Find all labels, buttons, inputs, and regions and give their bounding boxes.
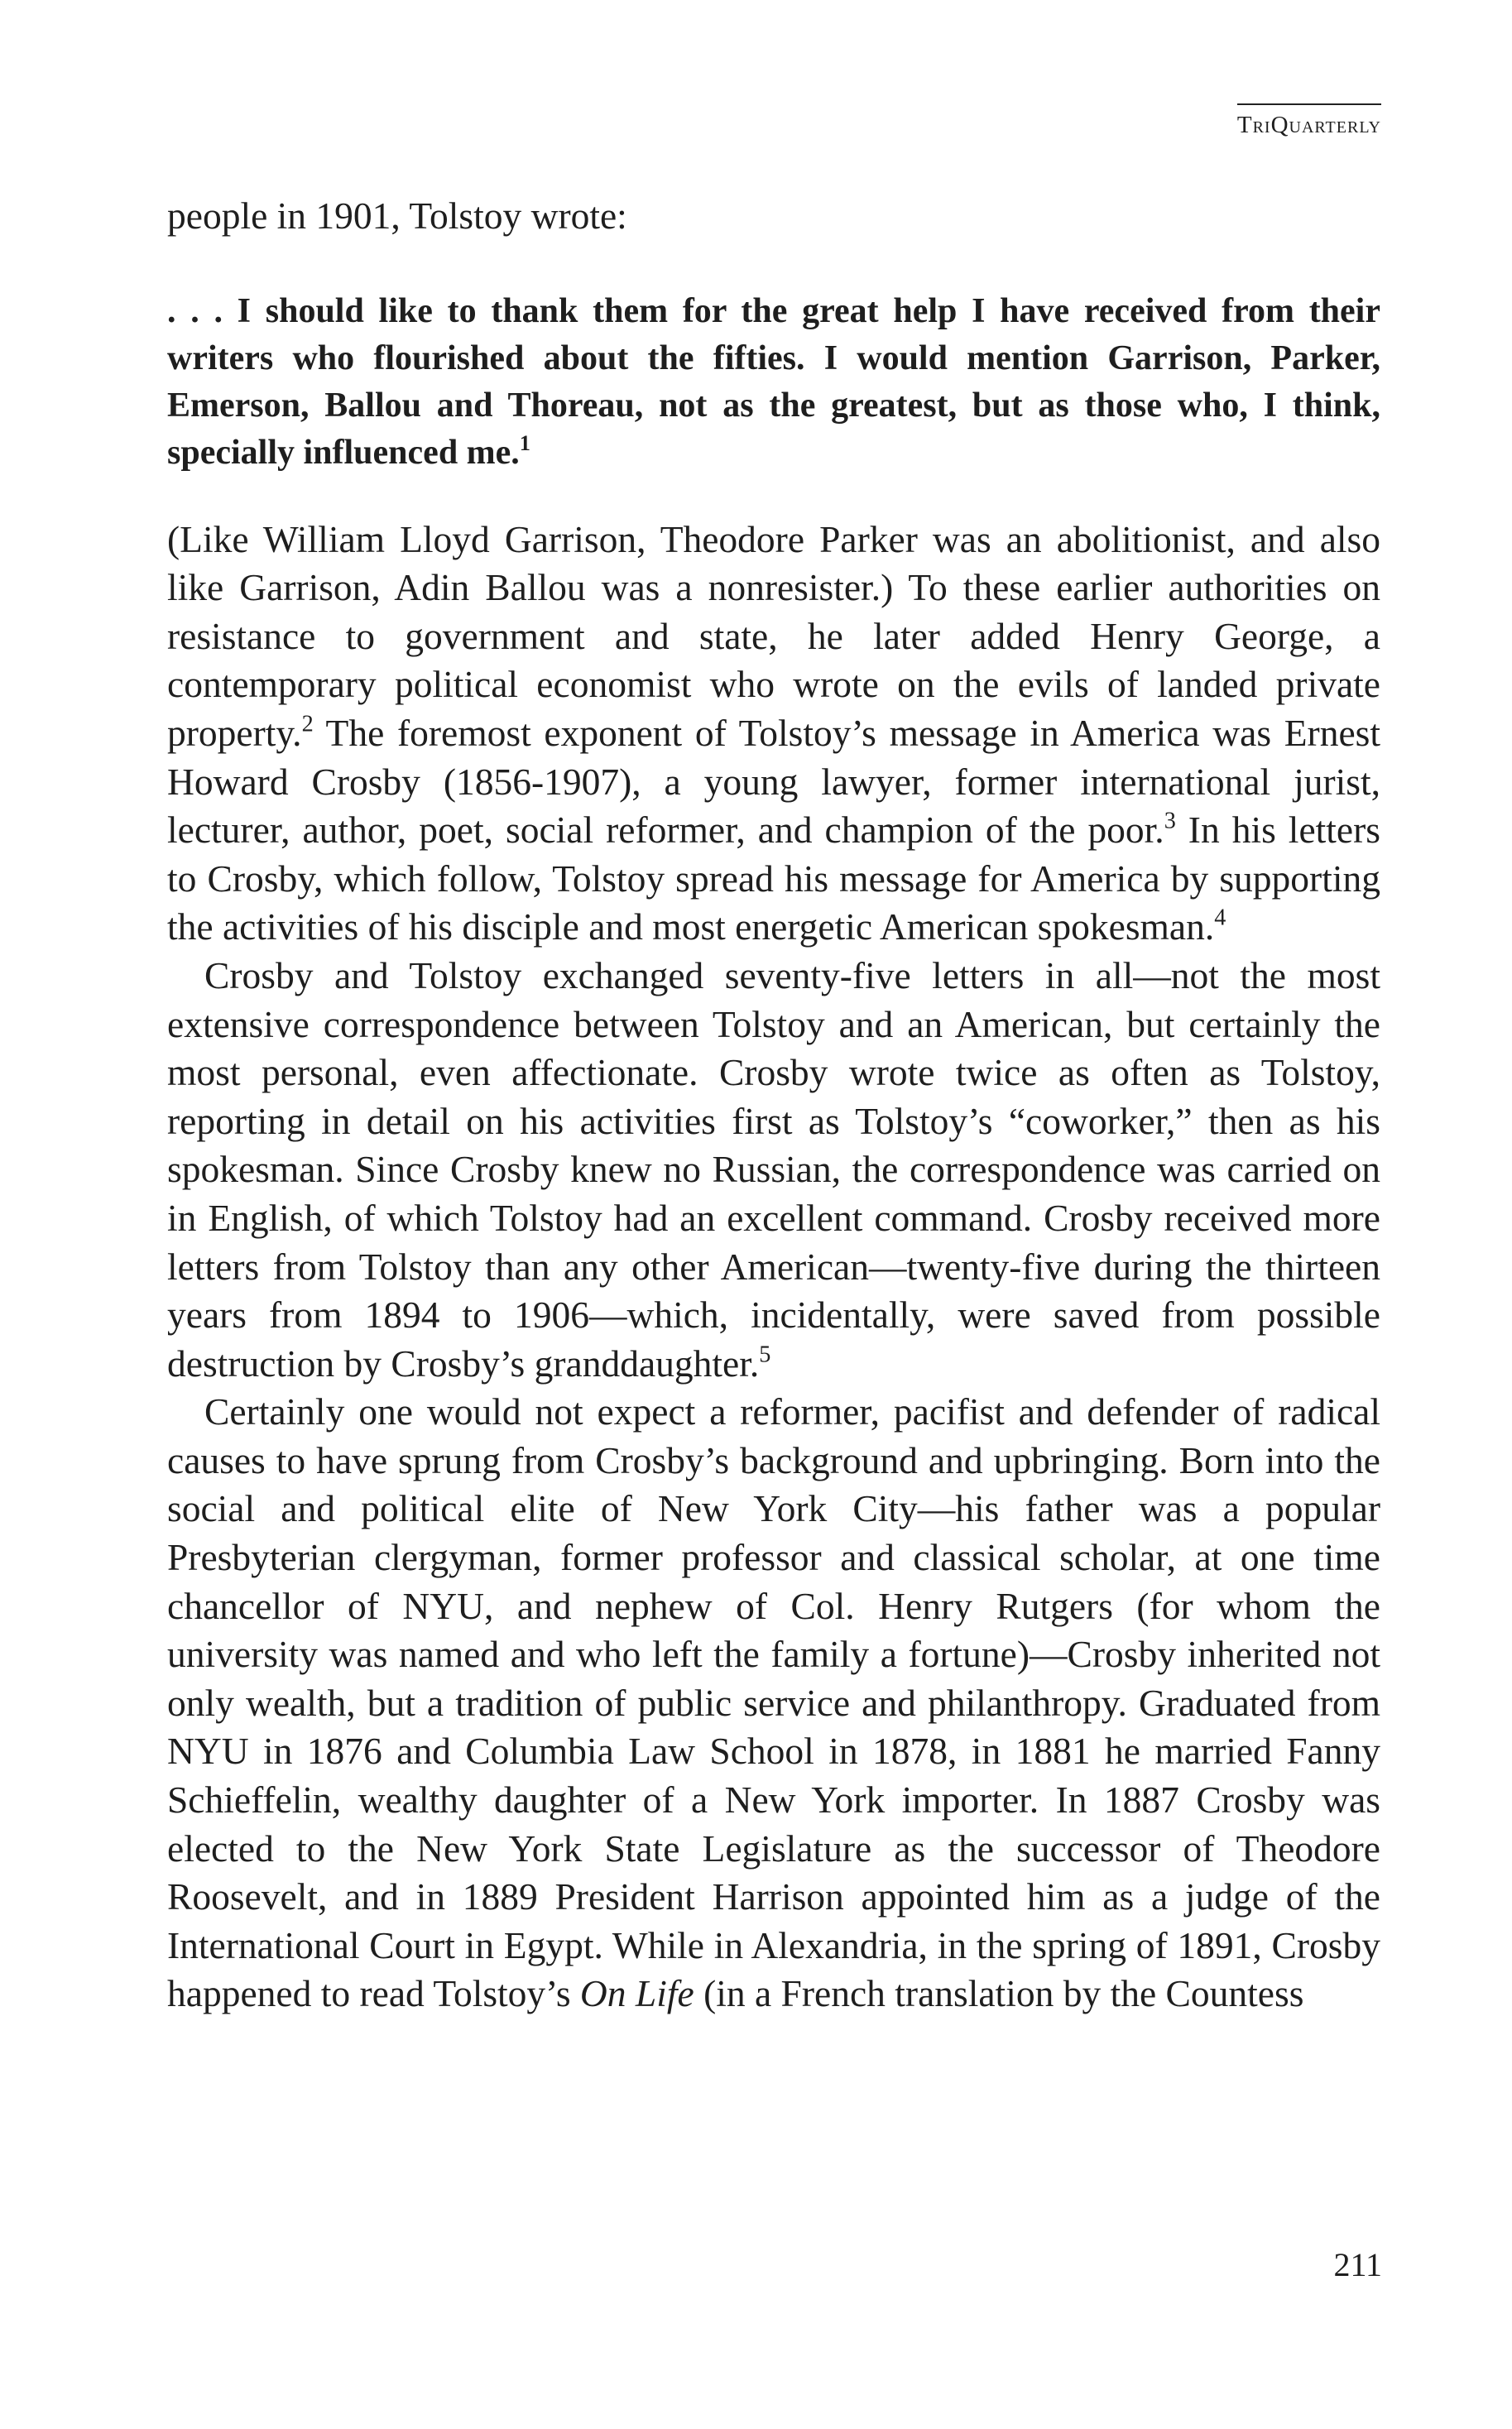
footnote-ref-5: 5 bbox=[759, 1342, 771, 1368]
footnote-ref-1: 1 bbox=[519, 430, 530, 455]
footnote-ref-4: 4 bbox=[1214, 905, 1226, 931]
page-number: 211 bbox=[1333, 2246, 1382, 2283]
footnote-ref-2: 2 bbox=[301, 711, 314, 737]
page-body bbox=[167, 192, 1380, 2019]
block-quote-text: . . . I should like to thank them for the great help I have received from their writers who flourished about the fifties. I would mention Garrison, Parker, Emerson, Ballou and Thoreau, not as the greatest, but as those who, I think, specially influenced me. bbox=[167, 291, 1380, 472]
book-title-on-life: On Life bbox=[579, 1972, 694, 2015]
paragraph-2-text: Crosby and Tolstoy exchanged seventy-five letters in all—not the most extensive correspondence between Tolstoy and an American, but certainly the most personal, even affectionate. Crosby wrote twice as often as Tolstoy, reporting in detail on his activities first as Tolstoy’s “coworker,” then as his spokesman. Since Crosby knew no Russian, the correspondence was carried on in English, of which Tolstoy had an excellent command. Crosby received more letters from Tolstoy than any other American—twenty-five during the thirteen years from 1894 to 1906—which, incidentally, were saved from possible destruction by Crosby’s granddaughter. bbox=[167, 953, 1380, 1385]
paragraph-1-part-3: In his letters to Crosby, which follow, Tolstoy spread his message for America by supporting the activities of his disciple and most energetic American spokesman. bbox=[167, 809, 1380, 948]
footnote-ref-3: 3 bbox=[1164, 808, 1176, 834]
paragraph-3-part-2: (in a French translation by the Countess bbox=[694, 1972, 1304, 2015]
paragraph-1 bbox=[167, 516, 1380, 952]
lead-line: people in 1901, Tolstoy wrote: bbox=[167, 194, 627, 237]
paragraph-1-part-1: (Like William Lloyd Garrison, Theodore Parker was an abolitionist, and also like Garrison, Adin Ballou was a nonresister.) To these earlier authorities on resistance to government and state, he later added Henry George, a contemporary political economist who wrote on the evils of landed private property. bbox=[167, 517, 1380, 754]
paragraph-3 bbox=[167, 1388, 1380, 2019]
running-head: TriQuarterly bbox=[1237, 103, 1381, 139]
block-quote bbox=[167, 288, 1380, 477]
paragraph-3-part-1: Certainly one would not expect a reformer, pacifist and defender of radical causes to have sprung from Crosby’s background and upbringing. Born into the social and political elite of New York City—his father was a popular Presbyterian clergyman, former professor and classical scholar, at one time chancellor of NYU, and nephew of Col. Henry Rutgers (for whom the university was named and who left the family a fortune)—Crosby inherited not only wealth, but a tradition of public service and philanthropy. Graduated from NYU in 1876 and Columbia Law School in 1878, in 1881 he married Fanny Schieffelin, wealthy daughter of a New York importer. In 1887 Crosby was elected to the New York State Legislature as the successor of Theodore Roosevelt, and in 1889 President Harrison appointed him as a judge of the International Court in Egypt. While in Alexandria, in the spring of 1891, Crosby happened to read Tolstoy’s bbox=[167, 1390, 1380, 2015]
paragraph-1-part-2: The foremost exponent of Tolstoy’s message in America was Ernest Howard Crosby (1856-1907), a young lawyer, former international jurist, lecturer, author, poet, social reformer, and champion of the poor. bbox=[167, 711, 1380, 852]
paragraph-2 bbox=[167, 952, 1380, 1388]
